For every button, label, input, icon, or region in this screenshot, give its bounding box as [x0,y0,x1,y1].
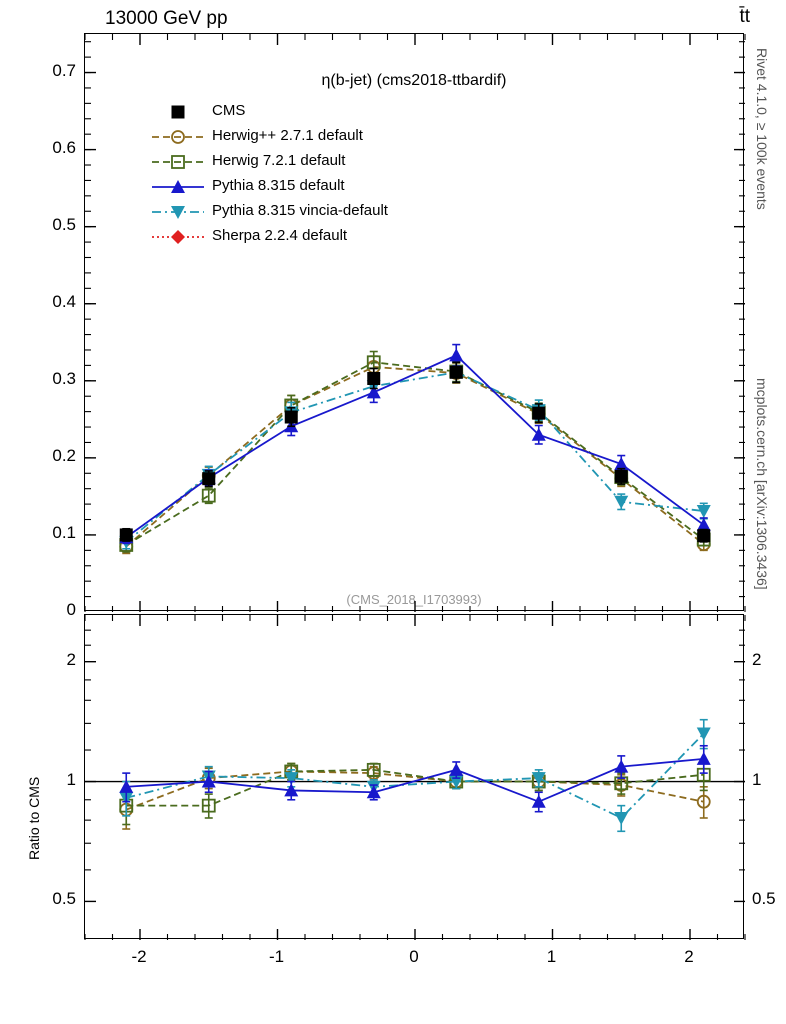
ratio-plot-svg [85,615,745,940]
ratio-y-tick-label: 1 [66,769,76,789]
ratio-y-tick-label: 0.5 [52,889,76,909]
main-y-tick-label: 0.6 [52,137,76,157]
legend-item-label: Herwig 7.2.1 default [212,152,346,169]
header-beam-label: 13000 GeV pp [105,8,228,29]
x-tick-label: -1 [268,947,285,966]
x-tick-label: 0 [409,947,419,966]
analysis-id-watermark: (CMS_2018_I1703993) [346,592,482,607]
legend-item-label: Herwig++ 2.7.1 default [212,127,363,144]
ratio-y-tick-label-right: 1 [752,769,762,789]
ratio-y-axis-label: Ratio to CMS [26,776,42,860]
legend-marker-circle-icon [150,125,206,149]
ratio-y-tick-label: 2 [66,649,76,669]
rivet-version-label: Rivet 4.1.0, ≥ 100k events [754,48,770,210]
header-process-label: t̄t [739,6,750,27]
x-tick-label: 2 [684,947,694,966]
mcplots-reference-label: mcplots.cern.ch [arXiv:1306.3436] [754,378,770,590]
legend-marker-square-icon [150,100,206,124]
plot-title: η(b-jet) (cms2018-ttbardif) [321,72,507,89]
legend-item-label: CMS [212,102,246,119]
x-tick-label: -2 [131,947,147,966]
ratio-y-tick-label-right: 2 [752,649,762,669]
legend-marker-triangle-up-icon [150,175,206,199]
legend-marker-square-open-icon [150,150,206,174]
main-y-tick-label: 0.4 [52,291,76,311]
legend-marker-diamond-icon [150,225,206,249]
legend-item-label: Sherpa 2.2.4 default [212,227,348,244]
main-y-tick-label: 0.5 [52,214,76,234]
ratio-y-tick-label-right: 0.5 [752,889,776,909]
legend-marker-triangle-down-icon [150,200,206,224]
main-y-tick-label: 0 [66,600,76,619]
ratio-plot-panel [84,614,744,939]
main-y-tick-label: 0.1 [52,522,76,542]
x-tick-label: 1 [546,947,557,966]
main-y-tick-label: 0.2 [52,445,76,465]
main-y-tick-label: 0.7 [52,60,76,80]
main-y-tick-label: 0.3 [52,368,76,388]
legend-item-label: Pythia 8.315 default [212,177,345,194]
legend-item-label: Pythia 8.315 vincia-default [212,202,388,219]
